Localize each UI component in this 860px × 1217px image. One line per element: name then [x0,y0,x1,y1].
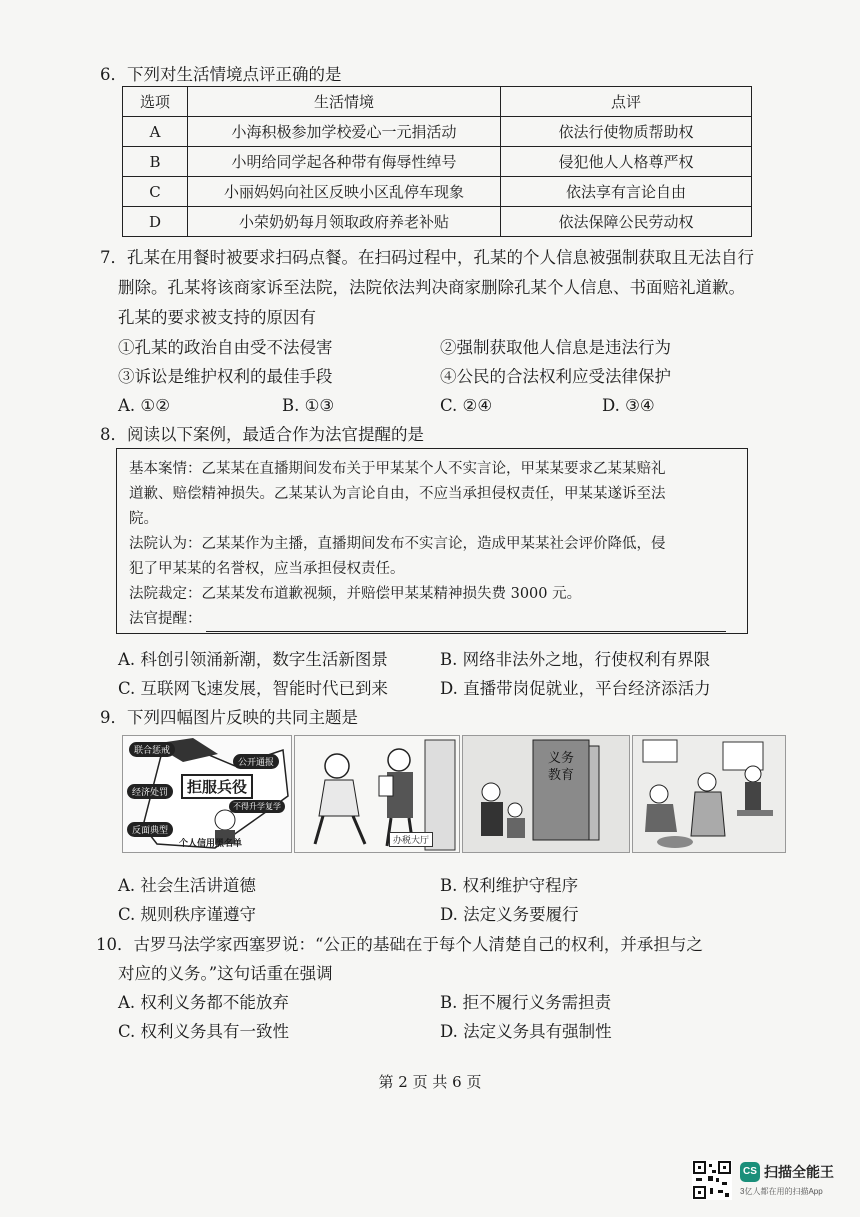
table-cell: A [123,117,188,147]
bubble-negative-example: 反面典型 [127,822,173,837]
table-row [123,207,752,237]
q7-option-d: D. ③④ [602,396,655,415]
q7-option-b: B. ①③ [282,396,335,415]
scanner-tagline: 3亿人都在用的扫描App [740,1187,823,1196]
table-cell: 侵犯他人人格尊严权 [501,147,752,177]
table-row [123,177,752,207]
q10-option-c: C. 权利义务具有一致性 [118,1022,290,1041]
q10-line-2: 对应的义务。”这句话重在强调 [118,964,333,983]
q7-statement-3: ③诉讼是维护权利的最佳手段 [118,367,333,386]
table-header-cell: 选项 [123,87,188,117]
q9-option-b: B. 权利维护守程序 [440,876,579,895]
table-row [123,117,752,147]
tax-office-illustration [295,736,460,853]
q7-line-3: 孔某的要求被支持的原因有 [118,308,316,327]
q9-picture-1 [122,735,292,853]
table-cell: 依法保障公民劳动权 [501,207,752,237]
table-cell: 小丽妈妈向社区反映小区乱停车现象 [188,177,501,207]
q8-case-box [116,448,748,634]
case-line: 基本案情：乙某某在直播期间发布关于甲某某个人不实言论，甲某某要求乙某某赔礼 [129,461,666,477]
answer-blank [206,613,726,632]
bubble-joint-punishment: 联合惩戒 [129,742,175,757]
refuse-service-label: 拒服兵役 [181,774,253,799]
table-row [123,147,752,177]
case-line: 院。 [129,511,158,527]
credit-blacklist-label: 个人信用黑名单 [179,839,243,849]
q9-option-c: C. 规则秩序谨遵守 [118,905,257,924]
q10-line-1: 10．古罗马法学家西塞罗说：“公正的基础在于每个人清楚自己的权利，并承担与之 [96,935,703,954]
q9-picture-2 [294,735,460,853]
q8-option-c: C. 互联网飞速发展，智能时代已到来 [118,679,389,698]
case-line: 道歉、赔偿精神损失。乙某某认为言论自由，不应当承担侵权责任，甲某某遂诉至法 [129,486,666,502]
compulsory-education-book: 义务教育 [547,751,574,783]
q9-option-a: A. 社会生活讲道德 [118,876,256,895]
tax-hall-sign: 办税大厅 [389,832,433,847]
page-number: 第 2 页 共 6 页 [378,1073,482,1091]
q7-line-1: 7．孔某在用餐时被要求扫码点餐。在扫码过程中，孔某的个人信息被强制获取且无法自行 [100,248,754,267]
table-cell: 依法行使物质帮助权 [501,117,752,147]
judge-reminder-label: 法官提醒： [129,611,202,627]
bubble-public-notice: 公开通报 [233,754,279,769]
q10-option-b: B. 拒不履行义务需担责 [440,993,612,1012]
table-cell: B [123,147,188,177]
q8-stem: 8．阅读以下案例，最适合作为法官提醒的是 [100,425,424,444]
case-line: 法院认为：乙某某作为主播，直播期间发布不实言论，造成甲某某社会评价降低，侵 [129,536,666,552]
table-cell: 依法享有言论自由 [501,177,752,207]
table-header-cell: 点评 [501,87,752,117]
q6-table [122,86,752,237]
q7-option-a: A. ①② [118,396,170,415]
q9-picture-4 [632,735,786,853]
q7-statement-1: ①孔某的政治自由受不法侵害 [118,338,333,357]
q7-statement-4: ④公民的合法权利应受法律保护 [440,367,671,386]
table-cell: 小明给同学起各种带有侮辱性绰号 [188,147,501,177]
case-line: 法院裁定：乙某某发布道歉视频，并赔偿甲某某精神损失费 3000 元。 [129,586,582,602]
q7-statement-2: ②强制获取他人信息是违法行为 [440,338,671,357]
qr-code-icon [692,1160,732,1200]
q6-stem: 6．下列对生活情境点评正确的是 [100,65,342,84]
cs-logo-icon: CS [740,1162,760,1182]
q8-option-b: B. 网络非法外之地，行使权利有界限 [440,650,711,669]
q7-line-2: 删除。孔某将该商家诉至法院，法院依法判决商家删除孔某个人信息、书面赔礼道歉。 [118,278,745,297]
q10-option-a: A. 权利义务都不能放弃 [118,993,289,1012]
bubble-economic-penalty: 经济处罚 [127,784,173,799]
table-cell: C [123,177,188,207]
family-care-illustration [633,736,786,853]
q9-option-d: D. 法定义务要履行 [440,905,579,924]
q8-option-d: D. 直播带岗促就业，平台经济添活力 [440,679,711,698]
scanner-app-name: 扫描全能王 [764,1164,834,1180]
q8-option-a: A. 科创引领涌新潮，数字生活新图景 [118,650,388,669]
table-cell: D [123,207,188,237]
q10-option-d: D. 法定义务具有强制性 [440,1022,612,1041]
q9-picture-3 [462,735,630,853]
bubble-no-school: 不得升学复学 [229,800,285,813]
case-line: 犯了甲某某的名誉权，应当承担侵权责任。 [129,561,405,577]
q9-stem: 9．下列四幅图片反映的共同主题是 [100,708,358,727]
table-cell: 小荣奶奶每月领取政府养老补贴 [188,207,501,237]
table-cell: 小海积极参加学校爱心一元捐活动 [188,117,501,147]
q7-option-c: C. ②④ [440,396,493,415]
table-header-row [123,87,752,117]
table-header-cell: 生活情境 [188,87,501,117]
